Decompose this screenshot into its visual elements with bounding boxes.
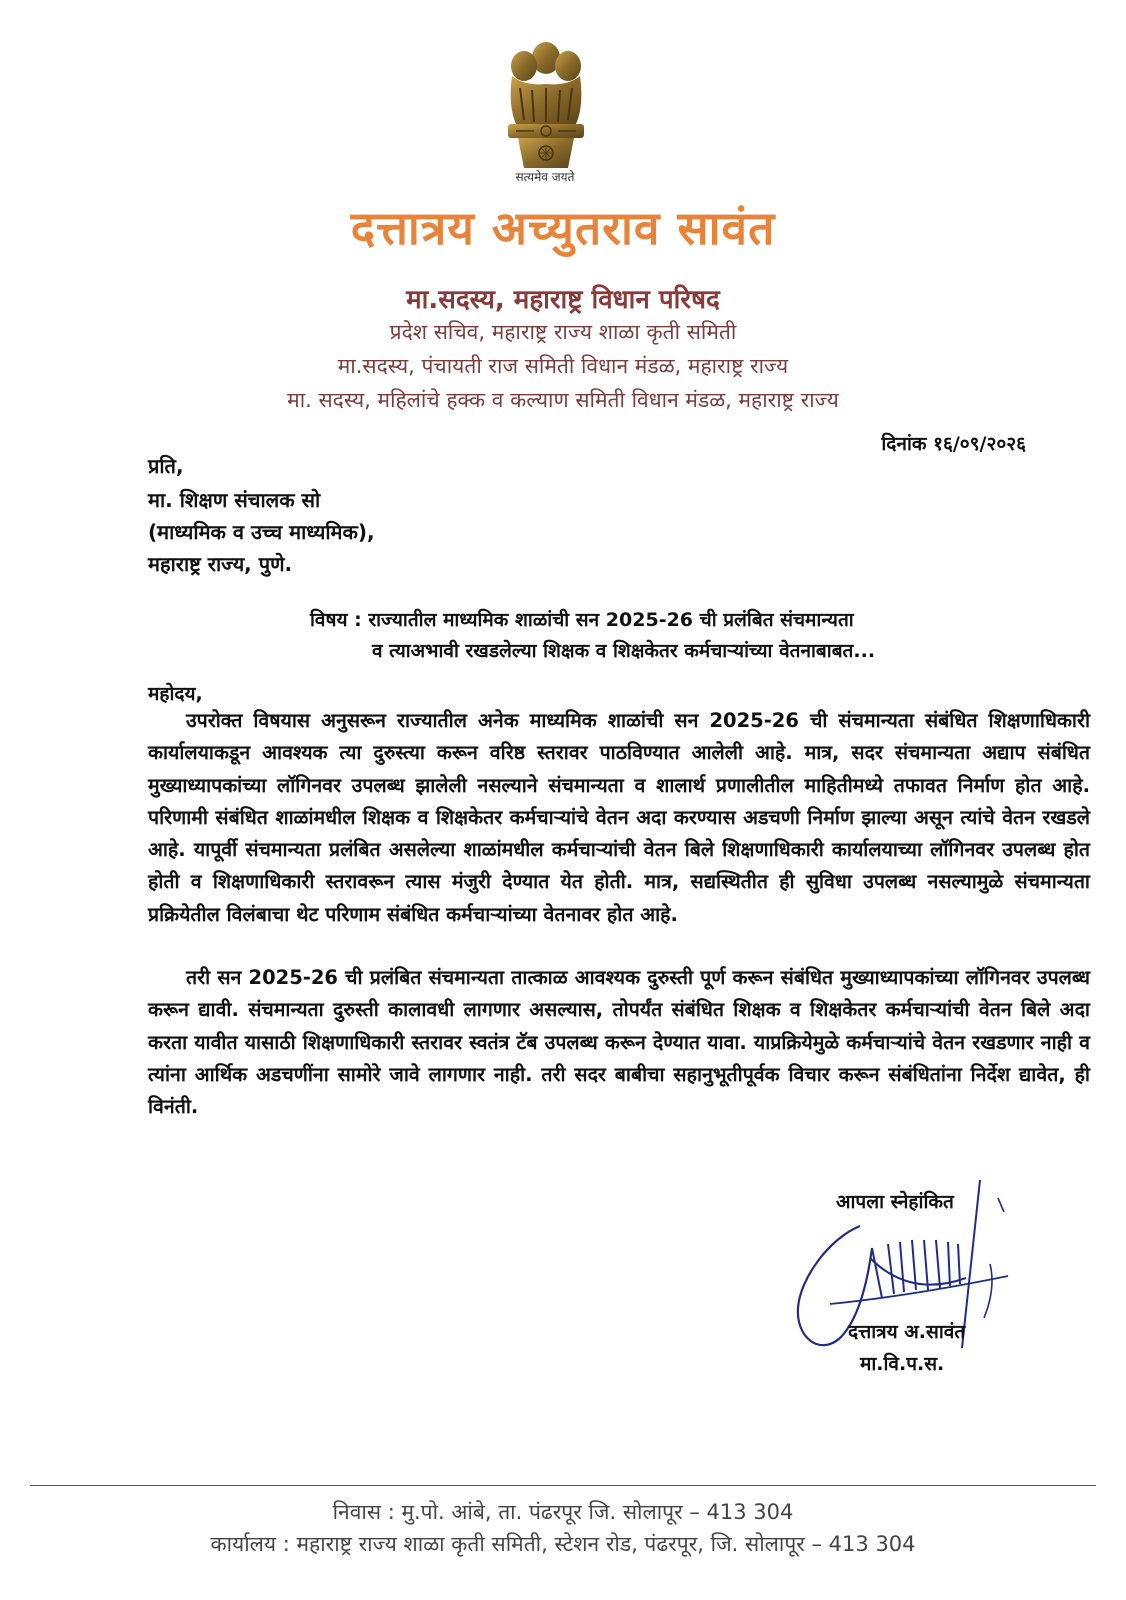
- sender-name: दत्तात्रय अच्युतराव सावंत: [350, 201, 776, 255]
- emblem-motto: सत्यमेव जयते: [515, 170, 575, 184]
- recipient-prefix: प्रति,: [148, 454, 184, 478]
- subject-line-1: विषय : राज्यातील माध्यमिक शाळांची सन 2025-26 ची प्रलंबित संचमान्यता: [310, 609, 854, 631]
- footer-residence: निवास : मु.पो. आंबे, ता. पंढरपूर जि. सोलापूर – 413 304: [332, 1500, 794, 1524]
- body-paragraph-1: उपरोक्त विषयास अनुसरून राज्यातील अनेक माध्यमिक शाळांची सन 2025-26 ची संचमान्यता संबंधित शिक्षणाधिकारी कार्यालयाकडून आवश्यक त्या दुरुस्त्या करून वरिष्ठ स्तरावर पाठविण्यात आलेली आहे. मात्र, सदर संचमान्यता अद्याप संबंधित मुख्याध्यापकांच्या लॉगिनवर उपलब्ध झालेली नसल्याने संचमान्यता व शालार्थ प्रणालीतील माहितीमध्ये तफावत निर्माण होत आहे. परिणामी संबंधित शाळांमधील शिक्षक व शिक्षकेतर कर्मचाऱ्यांचे वेतन अदा करण्यास अडचणी निर्माण झाल्या असून त्यांचे वेतन रखडले आहे. यापूर्वी संचमान्यता प्रलंबित असलेल्या शाळांमधील कर्मचाऱ्यांची वेतन बिले शिक्षणाधिकारी कार्यालयाच्या लॉगिनवर उपलब्ध होत होती व शिक्षणाधिकारी स्तरावरून त्यास मंजुरी देण्यात येत होती. मात्र, सद्यस्थितीत ही सुविधा उपलब्ध नसल्यामुळे संचमान्यता प्रक्रियेतील विलंबाचा थेट परिणाम संबंधित कर्मचाऱ्यांच्या वेतनावर होत आहे.: [148, 709, 1090, 926]
- national-emblem-icon: [498, 36, 594, 186]
- recipient-line: मा. शिक्षण संचालक सो: [148, 488, 321, 512]
- recipient-line: (माध्यमिक व उच्च माध्यमिक),: [148, 520, 375, 544]
- signatory-title: मा.वि.प.स.: [860, 1353, 945, 1375]
- designation-line: प्रदेश सचिव, महाराष्ट्र राज्य शाळा कृती समिती: [389, 320, 737, 344]
- footer-office: कार्यालय : महाराष्ट्र राज्य शाळा कृती समिती, स्टेशन रोड, पंढरपूर, जि. सोलापूर – 413 304: [210, 1532, 916, 1556]
- designation-line: मा.सदस्य, पंचायती राज समिती विधान मंडळ, महाराष्ट्र राज्य: [337, 354, 789, 378]
- complimentary-close: आपला स्नेहांकित: [836, 1191, 954, 1213]
- designation-main: मा.सदस्य, महाराष्ट्र विधान परिषद: [406, 285, 720, 315]
- designation-line: मा. सदस्य, महिलांचे हक्क व कल्याण समिती विधान मंडळ, महाराष्ट्र राज्य: [287, 388, 839, 412]
- subject-line-2: व त्याअभावी रखडलेल्या शिक्षक व शिक्षकेतर कर्मचाऱ्यांच्या वेतनाबाबत...: [372, 640, 876, 662]
- body-paragraph-2: तरी सन 2025-26 ची प्रलंबित संचमान्यता तात्काळ आवश्यक दुरुस्ती पूर्ण करून संबंधित मुख्याध्यापकांच्या लॉगिनवर उपलब्ध करून द्यावी. संचमान्यता दुरुस्ती कालावधी लागणार असल्यास, तोपर्यंत संबंधित शिक्षक व शिक्षकेतर कर्मचाऱ्यांची वेतन बिले अदा करता यावीत यासाठी शिक्षणाधिकारी स्तरावर स्वतंत्र टॅब उपलब्ध करून देण्यात यावा. याप्रक्रियेमुळे कर्मचाऱ्यांचे वेतन रखडणार नाही व त्यांना आर्थिक अडचणींना सामोरे जावे लागणार नाही. तरी सदर बाबीचा सहानुभूतीपूर्वक विचार करून संबंधितांना निर्देश द्यावेत, ही विनंती.: [148, 966, 1090, 1119]
- footer-divider: [30, 1485, 1096, 1486]
- recipient-line: महाराष्ट्र राज्य, पुणे.: [148, 552, 293, 576]
- letter-date: दिनांक १६/०९/२०२६: [881, 433, 1026, 455]
- salutation: महोदय,: [148, 683, 203, 705]
- signatory-name: दत्तात्रय अ.सावंत: [848, 1321, 966, 1343]
